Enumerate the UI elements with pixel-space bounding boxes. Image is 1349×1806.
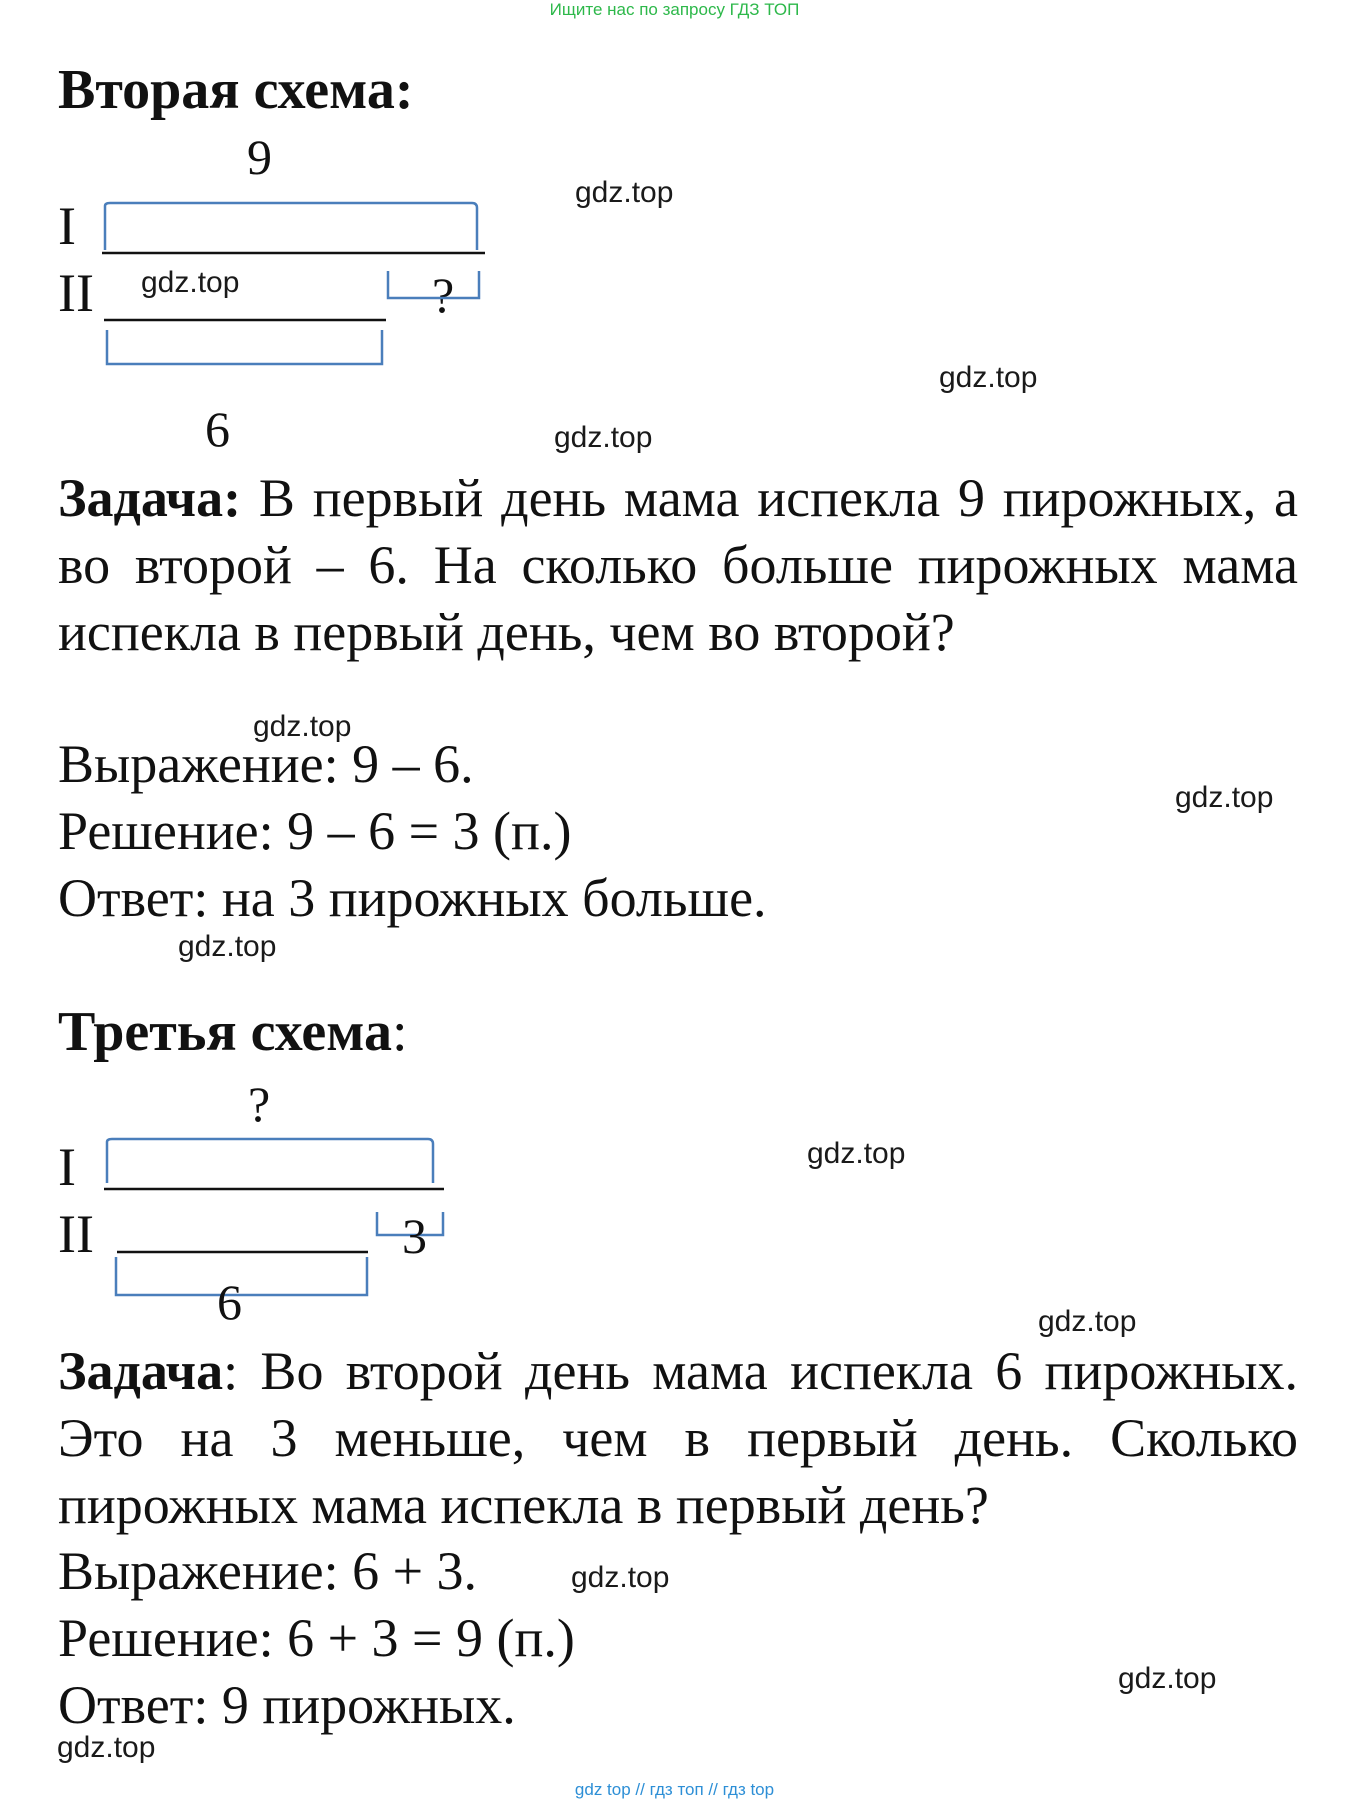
scheme-2-bottom-number: 6 xyxy=(205,401,230,457)
watermark: gdz.top xyxy=(141,266,240,299)
scheme-3-difference-number: 3 xyxy=(402,1208,427,1264)
section-2-task-label: Задача: xyxy=(58,468,242,528)
section-2-solution: Решение: 9 – 6 = 3 (п.) xyxy=(58,801,572,861)
section-2-answer: Ответ: на 3 пирожных больше. xyxy=(58,868,767,928)
section-3-task-text: : Во второй день мама испекла 6 пирожных. Это на 3 меньше, чем в первый день. Сколько пирожных мама испекла в первый день? xyxy=(58,1341,1298,1535)
section-3-heading xyxy=(58,1000,408,1064)
watermark: gdz.top xyxy=(1038,1305,1137,1338)
watermark: gdz.top xyxy=(1118,1662,1217,1695)
watermark: gdz.top xyxy=(939,361,1038,394)
section-3-solution: Решение: 6 + 3 = 9 (п.) xyxy=(58,1608,575,1668)
section-2-heading: Вторая схема: xyxy=(58,59,414,121)
section-3-expression: Выражение: 6 + 3. xyxy=(58,1541,478,1601)
scheme-2-row-2-label: II xyxy=(58,263,94,323)
scheme-3-bottom-number: 6 xyxy=(217,1274,242,1330)
scheme-2-row-1-label: I xyxy=(58,196,76,256)
section-2-task-text: В первый день мама испекла 9 пирожных, а во второй – 6. На сколько больше пирожных мама испекла в первый день, чем во второй? xyxy=(58,468,1298,662)
watermark: gdz.top xyxy=(57,1731,156,1764)
footer: gdz top // гдз топ // гдз top xyxy=(574,1780,775,1799)
section-3-task-label: Задача xyxy=(58,1341,224,1401)
top-banner: Ищите нас по запросу ГДЗ ТОП xyxy=(549,0,800,19)
section-3-heading-colon: : xyxy=(391,1001,408,1063)
watermark: gdz.top xyxy=(554,421,653,454)
scheme-2-top-number: 9 xyxy=(247,129,272,185)
scheme-3-top-mark: ? xyxy=(248,1076,271,1132)
section-2-expression: Выражение: 9 – 6. xyxy=(58,734,474,794)
watermark: gdz.top xyxy=(253,710,352,743)
watermark: gdz.top xyxy=(575,176,674,209)
watermark: gdz.top xyxy=(1175,781,1274,814)
watermark: gdz.top xyxy=(571,1561,670,1594)
watermark: gdz.top xyxy=(807,1137,906,1170)
scheme-2-top-bracket xyxy=(105,203,477,250)
section-3-task xyxy=(58,1338,1298,1539)
scheme-3-top-bracket xyxy=(107,1139,433,1183)
watermark: gdz.top xyxy=(178,930,277,963)
section-3-answer: Ответ: 9 пирожных. xyxy=(58,1675,516,1735)
scheme-2-question-mark: ? xyxy=(432,267,455,323)
scheme-2-difference-bracket xyxy=(388,271,479,298)
scheme-2-bottom-bracket xyxy=(107,330,382,364)
scheme-3-row-2-label: II xyxy=(58,1204,94,1264)
section-3-heading-text: Третья схема xyxy=(58,1001,392,1063)
section-2-task xyxy=(58,465,1298,666)
scheme-3-row-1-label: I xyxy=(58,1137,76,1197)
